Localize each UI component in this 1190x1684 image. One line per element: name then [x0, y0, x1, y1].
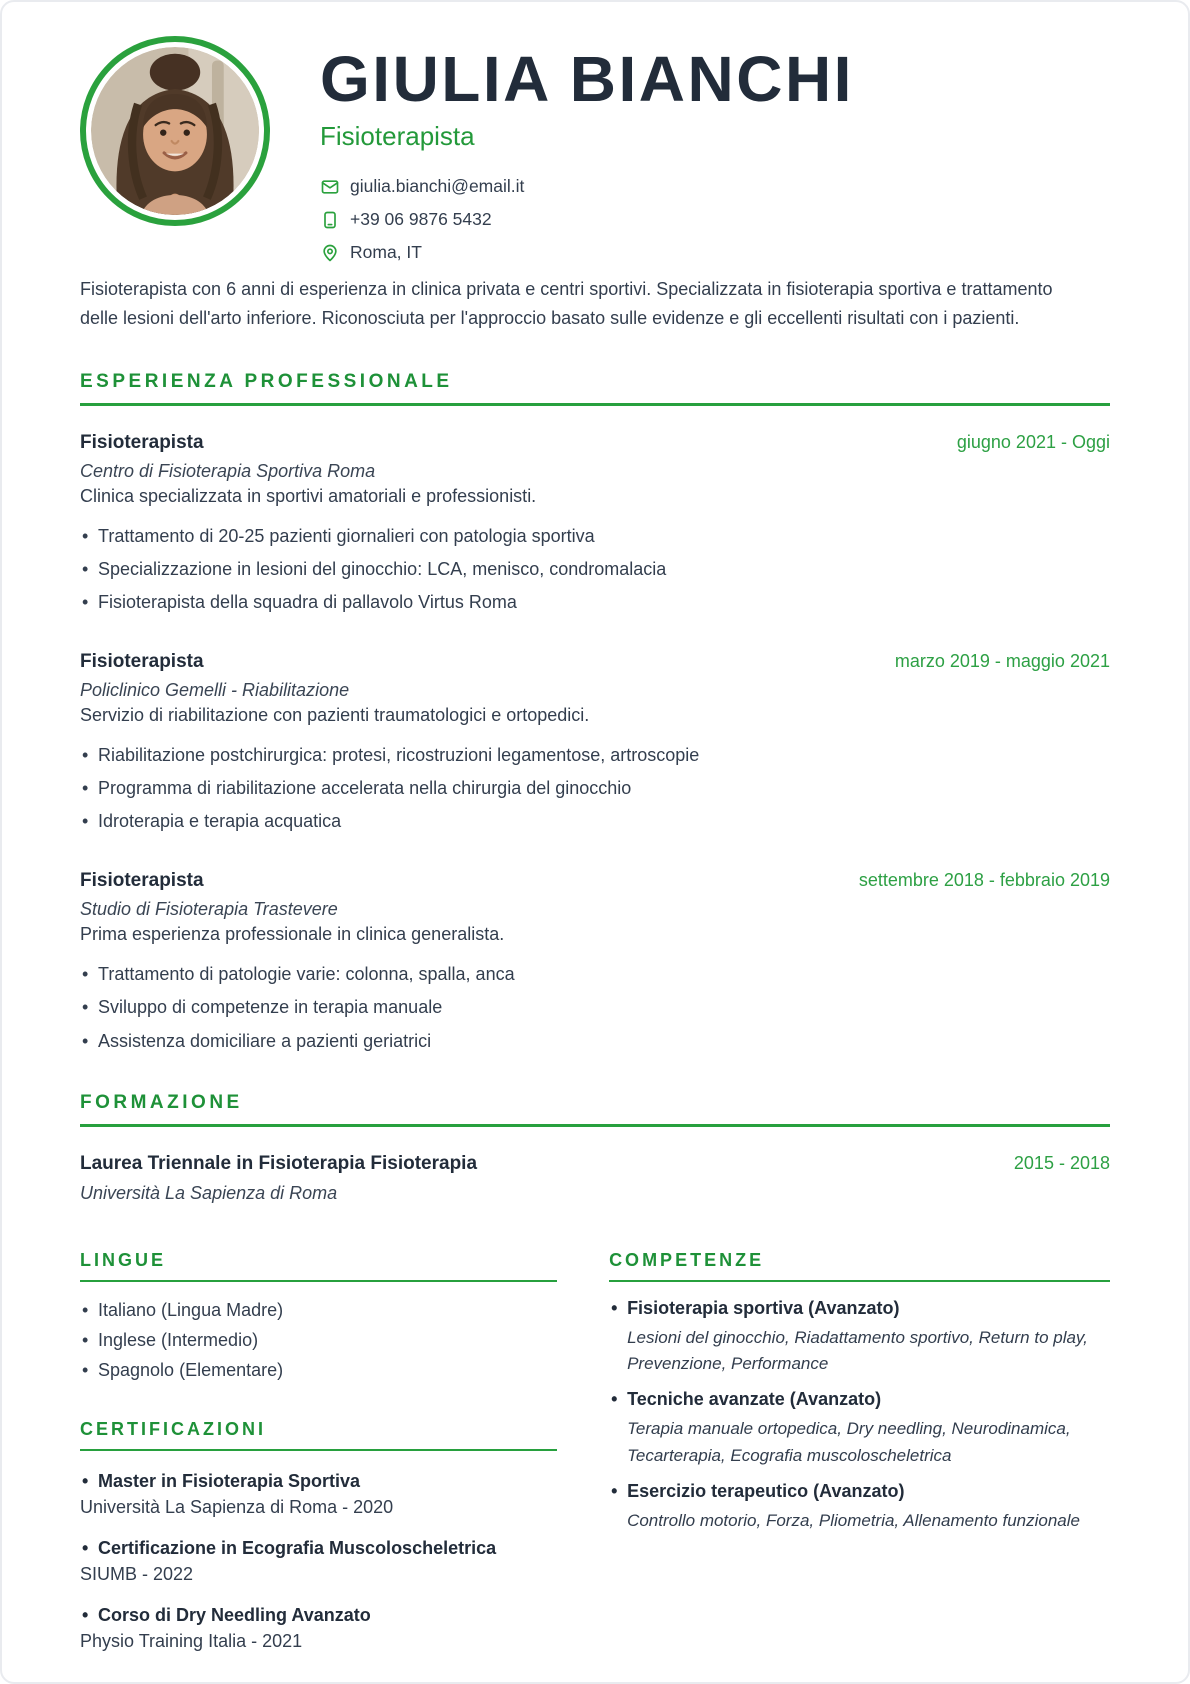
job-title-row: [80, 432, 1110, 454]
job-description: Servizio di riabilitazione con pazienti traumatologici e ortopedici.: [80, 705, 590, 726]
job-bullet: • Trattamento di patologie varie: colonna, spalla, anca: [80, 961, 1110, 987]
job-entry: [80, 432, 1110, 615]
certification-name: • Certificazione in Ecografia Muscoloscheletrica: [80, 1538, 557, 1559]
language-item: • Spagnolo (Elementare): [80, 1360, 557, 1381]
phone-icon: [320, 210, 340, 230]
phone-text: +39 06 9876 5432: [350, 209, 492, 230]
certifications-heading: CERTIFICAZIONI: [80, 1419, 557, 1451]
job-bullet: • Fisioterapista della squadra di pallavolo Virtus Roma: [80, 589, 1110, 615]
left-column: [80, 1250, 557, 1652]
school-name: Università La Sapienza di Roma: [80, 1182, 338, 1203]
header-identity: [320, 36, 854, 263]
job-bullet: • Programma di riabilitazione accelerata nella chirurgia del ginocchio: [80, 775, 1110, 801]
skill-entry: [609, 1298, 1110, 1378]
job-date: giugno 2021 - Oggi: [956, 431, 1110, 452]
contact-location: [320, 242, 854, 263]
education-entry: [80, 1153, 1110, 1204]
job-company: Centro di Fisioterapia Sportiva Roma: [80, 460, 376, 481]
certification-name: • Corso di Dry Needling Avanzato: [80, 1605, 557, 1626]
certification-detail: SIUMB - 2022: [80, 1563, 194, 1584]
job-description: Clinica specializzata in sportivi amatoriali e professionisti.: [80, 485, 537, 506]
certification-entry: [80, 1471, 557, 1518]
experience-heading: ESPERIENZA PROFESSIONALE: [80, 371, 1110, 406]
job-bullet: • Assistenza domiciliare a pazienti geriatrici: [80, 1028, 1110, 1054]
section-skills: [609, 1250, 1110, 1535]
job-title: Fisioterapista: [80, 431, 204, 453]
section-experience: [80, 371, 1110, 1054]
job-bullet-list: [80, 523, 1110, 615]
profile-photo: [91, 47, 259, 215]
certification-detail: Physio Training Italia - 2021: [80, 1630, 303, 1651]
job-title-row: [80, 651, 1110, 673]
job-bullet: • Sviluppo di competenze in terapia manuale: [80, 994, 1110, 1020]
job-company: Studio di Fisioterapia Trastevere: [80, 899, 338, 920]
right-column: [609, 1250, 1110, 1535]
profile-summary: Fisioterapista con 6 anni di esperienza in clinica privata e centri sportivi. Specializzata in fisioterapia sportiva e trattamento delle lesioni dell'arto inferiore. Riconosciuta per l'approccio basato sulle evidenze e gli eccellenti risultati con i pazienti.: [80, 279, 1053, 328]
job-bullet: • Trattamento di 20-25 pazienti giornalieri con patologia sportiva: [80, 523, 1110, 549]
certification-detail: Università La Sapienza di Roma - 2020: [80, 1496, 394, 1517]
education-title-row: [80, 1153, 1110, 1175]
education-heading: FORMAZIONE: [80, 1092, 1110, 1127]
skills-heading: COMPETENZE: [609, 1250, 1110, 1282]
language-item: • Italiano (Lingua Madre): [80, 1300, 557, 1321]
skill-name: • Esercizio terapeutico (Avanzato): [609, 1481, 1110, 1502]
certification-name: • Master in Fisioterapia Sportiva: [80, 1471, 557, 1492]
skill-list: [609, 1298, 1110, 1535]
email-icon: [320, 177, 340, 197]
job-bullet: • Idroterapia e terapia acquatica: [80, 808, 1110, 834]
location-icon: [320, 243, 340, 263]
email-text: giulia.bianchi@email.it: [350, 176, 525, 197]
languages-heading: LINGUE: [80, 1250, 557, 1282]
skill-name: • Tecniche avanzate (Avanzato): [609, 1389, 1110, 1410]
certification-entry: [80, 1605, 557, 1652]
skill-keywords: Controllo motorio, Forza, Pliometria, Allenamento funzionale: [627, 1511, 1080, 1530]
language-item: • Inglese (Intermedio): [80, 1330, 557, 1351]
job-title-row: [80, 870, 1110, 892]
degree-title: Laurea Triennale in Fisioterapia Fisioterapia: [80, 1152, 478, 1174]
job-company: Policlinico Gemelli - Riabilitazione: [80, 680, 350, 701]
language-list: [80, 1300, 557, 1381]
certification-entry: [80, 1538, 557, 1585]
section-education: [80, 1092, 1110, 1204]
job-bullet-list: [80, 742, 1110, 834]
contact-email: [320, 176, 854, 197]
avatar: [80, 36, 270, 226]
section-languages: [80, 1250, 557, 1381]
skill-name: • Fisioterapia sportiva (Avanzato): [609, 1298, 1110, 1319]
location-text: Roma, IT: [350, 242, 422, 263]
job-bullet: • Specializzazione in lesioni del ginocchio: LCA, menisco, condromalacia: [80, 556, 1110, 582]
job-date: marzo 2019 - maggio 2021: [894, 651, 1110, 672]
skill-keywords: Terapia manuale ortopedica, Dry needling, Neurodinamica, Tecarterapia, Ecografia muscoloscheletrica: [627, 1419, 1071, 1465]
person-job-title: Fisioterapista: [320, 121, 475, 152]
contact-list: [320, 176, 854, 263]
job-entry: [80, 651, 1110, 834]
skill-entry: [609, 1389, 1110, 1469]
job-title: Fisioterapista: [80, 651, 204, 673]
job-date: settembre 2018 - febbraio 2019: [858, 870, 1110, 891]
job-bullet-list: [80, 961, 1110, 1053]
skill-entry: [609, 1481, 1110, 1534]
job-title: Fisioterapista: [80, 870, 204, 892]
job-entry: [80, 870, 1110, 1053]
job-bullet: • Riabilitazione postchirurgica: protesi, ricostruzioni legamentose, artroscopie: [80, 742, 1110, 768]
section-certifications: [80, 1419, 557, 1652]
contact-phone: [320, 209, 854, 230]
person-name: GIULIA BIANCHI: [320, 43, 854, 115]
job-description: Prima esperienza professionale in clinica generalista.: [80, 924, 505, 945]
education-date: 2015 - 2018: [1013, 1152, 1110, 1173]
header: [80, 36, 1110, 263]
skill-keywords: Lesioni del ginocchio, Riadattamento sportivo, Return to play, Prevenzione, Performance: [627, 1327, 1088, 1373]
bottom-columns: [80, 1250, 1110, 1652]
